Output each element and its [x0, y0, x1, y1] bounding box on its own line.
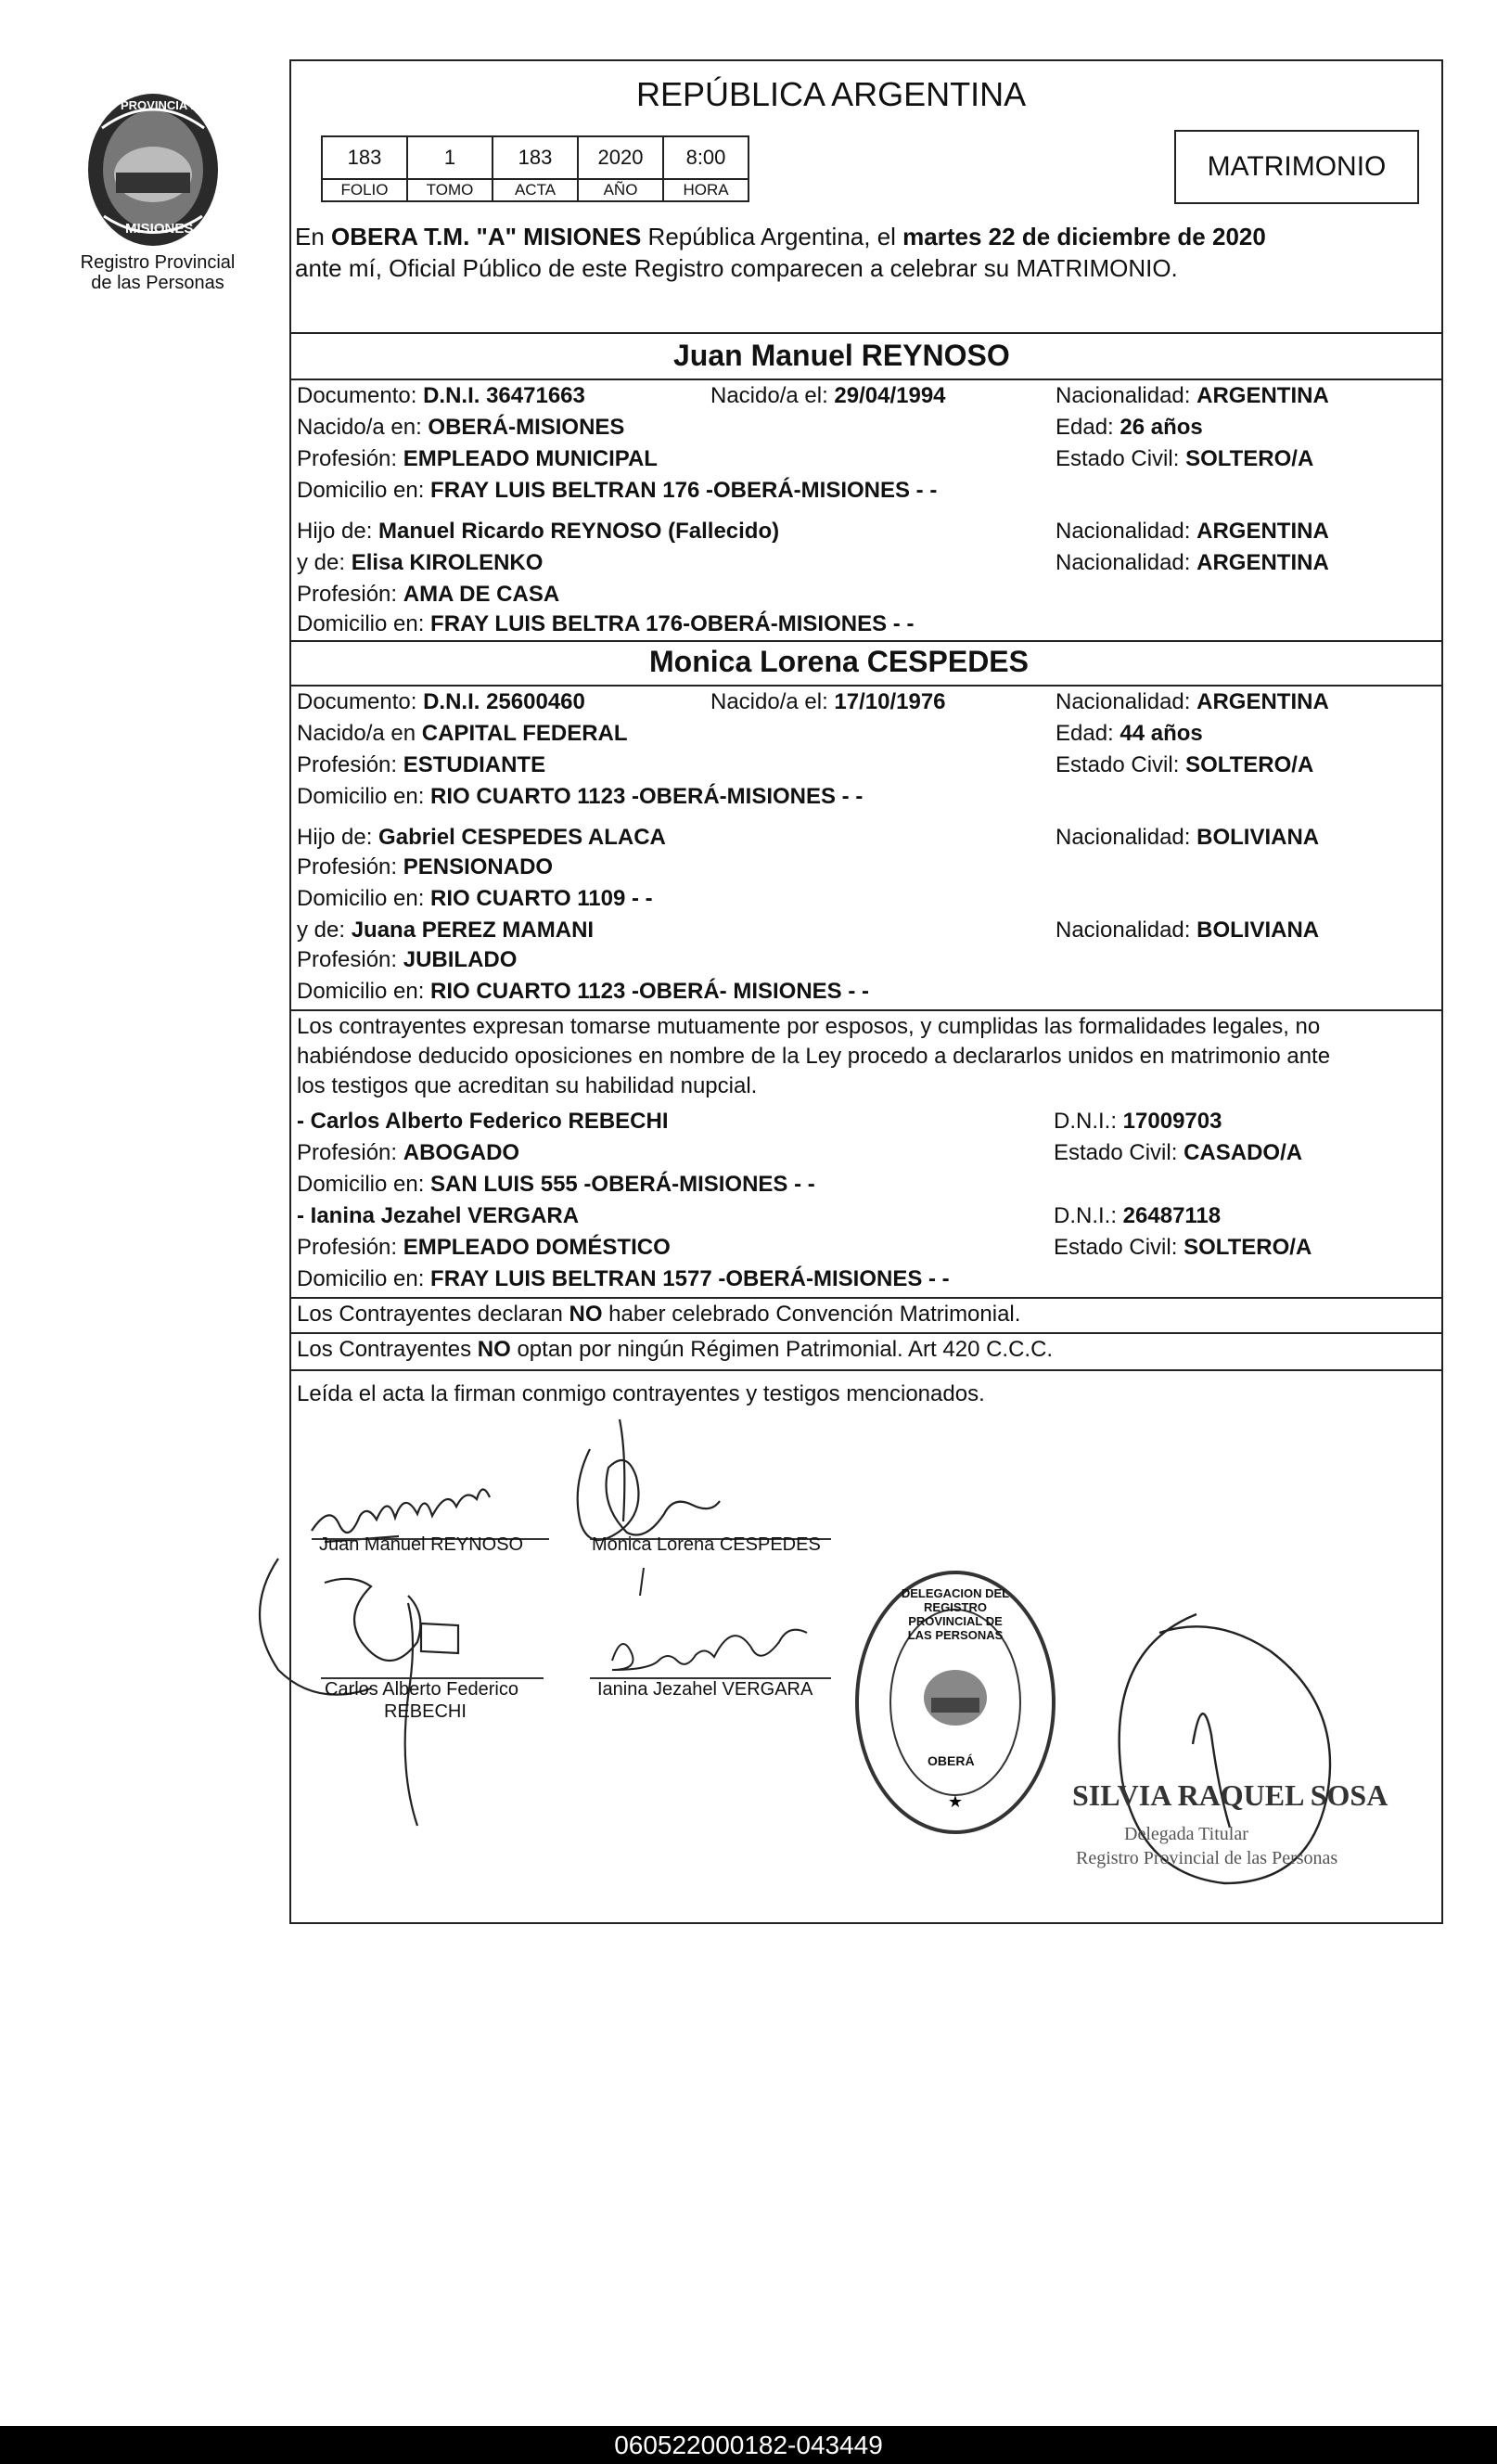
doc-label: Documento:: [297, 689, 424, 714]
dni-value: 26487118: [1122, 1203, 1222, 1228]
civil-label: Estado Civil:: [1056, 752, 1186, 777]
civil-value: SOLTERO/A: [1185, 446, 1314, 471]
acta-label: ACTA: [493, 179, 578, 201]
signature-caption-2: Monica Lorena CESPEDES: [592, 1534, 821, 1555]
declaration-line2: habiéndose deducido oposiciones en nombre de la Ley procedo a declararlos unidos en matrimonio ante: [297, 1044, 1331, 1069]
addr-value: FRAY LUIS BELTRAN 176 -OBERÁ-MISIONES - -: [430, 478, 938, 503]
prof-label: Profesión:: [297, 446, 403, 471]
addr-value: RIO CUARTO 1123 -OBERÁ- MISIONES - -: [430, 979, 870, 1004]
seal-ring-text: DELEGACION DEL REGISTRO PROVINCIAL DE LAS PERSONAS: [901, 1586, 1010, 1642]
witness2-name: - Ianina Jezahel VERGARA: [297, 1203, 580, 1228]
dni-label: D.N.I.:: [1054, 1109, 1123, 1134]
born-label: Nacido/a el:: [710, 383, 835, 408]
regime-pre: Los Contrayentes: [297, 1337, 478, 1362]
nat-value: ARGENTINA: [1196, 519, 1329, 544]
regime-pre: Los Contrayentes declaran: [297, 1302, 569, 1327]
addr-value: FRAY LUIS BELTRAN 1577 -OBERÁ-MISIONES - -: [430, 1266, 950, 1291]
dni-value: 17009703: [1122, 1109, 1222, 1134]
anio-label: AÑO: [578, 179, 663, 201]
spouse2-name: Monica Lorena CESPEDES: [649, 645, 1029, 678]
birthplace-label: Nacido/a en:: [297, 415, 429, 440]
regime-post: optan por ningún Régimen Patrimonial. Art 420 C.C.C.: [510, 1337, 1054, 1362]
addr-value: RIO CUARTO 1123 -OBERÁ-MISIONES - -: [430, 784, 864, 809]
declaration-line3: los testigos que acreditan su habilidad nupcial.: [297, 1073, 758, 1098]
age-value: 44 años: [1120, 721, 1203, 746]
signature-caption-3a: Carlos Alberto Federico: [325, 1679, 518, 1700]
birthplace-value: CAPITAL FEDERAL: [421, 721, 628, 746]
age-label: Edad:: [1056, 721, 1120, 746]
civil-value: CASADO/A: [1184, 1140, 1303, 1165]
mother-label: y de:: [297, 550, 352, 575]
father-label: Hijo de:: [297, 519, 379, 544]
regime-no: NO: [569, 1302, 603, 1327]
act-type: MATRIMONIO: [1207, 151, 1387, 182]
nat-value: ARGENTINA: [1196, 383, 1329, 408]
prof-value: AMA DE CASA: [403, 582, 560, 607]
svg-text:★: ★: [947, 1792, 964, 1811]
addr-label: Domicilio en:: [297, 478, 431, 503]
logo-caption-line1: Registro Provincial: [80, 252, 236, 273]
signature-2: [578, 1419, 720, 1540]
tomo-label: TOMO: [407, 179, 493, 201]
age-label: Edad:: [1056, 415, 1120, 440]
prof-label: Profesión:: [297, 752, 403, 777]
born-value: 17/10/1976: [834, 689, 946, 714]
birthplace-label: Nacido/a en: [297, 721, 422, 746]
folio-value: 183: [322, 136, 407, 179]
declaration-line1: Los contrayentes expresan tomarse mutuamente por esposos, y cumplidas las formalidades legales, no: [297, 1014, 1321, 1039]
civil-value: SOLTERO/A: [1184, 1235, 1312, 1260]
addr-value: SAN LUIS 555 -OBERÁ-MISIONES - -: [430, 1172, 815, 1197]
acta-value: 183: [493, 136, 578, 179]
prof-label: Profesión:: [297, 947, 403, 972]
emblem-bottom-text: MISIONES: [125, 221, 194, 237]
intro-place: OBERA T.M. "A" MISIONES: [331, 223, 642, 250]
witness1-name: - Carlos Alberto Federico REBECHI: [297, 1109, 669, 1134]
doc-label: Documento:: [297, 383, 424, 408]
intro-mid: República Argentina, el: [641, 223, 903, 250]
regime-no: NO: [477, 1337, 511, 1362]
mother-value: Juana PEREZ MAMANI: [351, 918, 595, 943]
born-value: 29/04/1994: [834, 383, 946, 408]
signature-caption-3b: REBECHI: [384, 1701, 467, 1722]
civil-value: SOLTERO/A: [1185, 752, 1314, 777]
addr-label: Domicilio en:: [297, 1266, 431, 1291]
prof-value: ABOGADO: [403, 1140, 520, 1165]
prof-value: PENSIONADO: [403, 854, 554, 879]
civil-label: Estado Civil:: [1056, 446, 1186, 471]
doc-value: D.N.I. 25600460: [423, 689, 585, 714]
emblem-top-text: PROVINCIA DE: [121, 98, 208, 112]
nat-label: Nacionalidad:: [1056, 825, 1197, 850]
prof-label: Profesión:: [297, 1140, 403, 1165]
civil-label: Estado Civil:: [1054, 1140, 1184, 1165]
intro-pre: En: [295, 223, 332, 250]
registry-seal: [853, 1568, 1057, 1837]
nat-label: Nacionalidad:: [1056, 519, 1197, 544]
civil-label: Estado Civil:: [1054, 1235, 1184, 1260]
addr-value: FRAY LUIS BELTRA 176-OBERÁ-MISIONES - -: [430, 611, 915, 636]
prof-label: Profesión:: [297, 582, 403, 607]
nat-label: Nacionalidad:: [1056, 918, 1197, 943]
footer-code: 060522000182-043449: [0, 2426, 1497, 2464]
folio-label: FOLIO: [322, 179, 407, 201]
nat-value: BOLIVIANA: [1196, 825, 1320, 850]
official-title: Delegada Titular: [1124, 1824, 1248, 1844]
hora-label: HORA: [663, 179, 748, 201]
official-name: SILVIA RAQUEL SOSA: [1072, 1778, 1388, 1812]
dni-label: D.N.I.:: [1054, 1203, 1123, 1228]
mother-label: y de:: [297, 918, 352, 943]
official-org: Registro Provincial de las Personas: [1076, 1848, 1338, 1868]
addr-label: Domicilio en:: [297, 611, 431, 636]
prof-value: EMPLEADO DOMÉSTICO: [403, 1235, 671, 1260]
prof-label: Profesión:: [297, 854, 403, 879]
seal-center-text: OBERÁ: [928, 1753, 975, 1768]
born-label: Nacido/a el:: [710, 689, 835, 714]
birthplace-value: OBERÁ-MISIONES: [428, 415, 625, 440]
father-label: Hijo de:: [297, 825, 379, 850]
addr-value: RIO CUARTO 1109 - -: [430, 886, 653, 911]
nat-value: BOLIVIANA: [1196, 918, 1320, 943]
father-value: Manuel Ricardo REYNOSO (Fallecido): [378, 519, 780, 544]
prof-value: JUBILADO: [403, 947, 518, 972]
prof-label: Profesión:: [297, 1235, 403, 1260]
addr-label: Domicilio en:: [297, 979, 431, 1004]
nat-value: ARGENTINA: [1196, 689, 1329, 714]
addr-label: Domicilio en:: [297, 784, 431, 809]
intro-date: martes 22 de diciembre de 2020: [902, 223, 1266, 250]
page-title: REPÚBLICA ARGENTINA: [636, 75, 1027, 113]
anio-value: 2020: [578, 136, 663, 179]
regime-post: haber celebrado Convención Matrimonial.: [602, 1302, 1021, 1327]
logo-caption-line2: de las Personas: [91, 273, 224, 293]
tomo-value: 1: [407, 136, 493, 179]
addr-label: Domicilio en:: [297, 886, 431, 911]
nat-label: Nacionalidad:: [1056, 689, 1197, 714]
father-value: Gabriel CESPEDES ALACA: [378, 825, 666, 850]
nat-label: Nacionalidad:: [1056, 383, 1197, 408]
signature-caption-1: Juan Manuel REYNOSO: [319, 1534, 524, 1555]
spouse1-name: Juan Manuel REYNOSO: [673, 339, 1010, 372]
prof-value: EMPLEADO MUNICIPAL: [403, 446, 658, 471]
signature-4: [612, 1568, 807, 1670]
intro-line2: ante mí, Oficial Público de este Registro comparecen a celebrar su MATRIMONIO.: [295, 254, 1178, 282]
prof-value: ESTUDIANTE: [403, 752, 546, 777]
nat-value: ARGENTINA: [1196, 550, 1329, 575]
signature-caption-4: Ianina Jezahel VERGARA: [597, 1679, 813, 1700]
doc-value: D.N.I. 36471663: [423, 383, 585, 408]
addr-label: Domicilio en:: [297, 1172, 431, 1197]
nat-label: Nacionalidad:: [1056, 550, 1197, 575]
age-value: 26 años: [1120, 415, 1203, 440]
hora-value: 8:00: [663, 136, 748, 179]
closing-statement: Leída el acta la firman conmigo contrayentes y testigos mencionados.: [297, 1381, 985, 1406]
mother-value: Elisa KIROLENKO: [351, 550, 544, 575]
